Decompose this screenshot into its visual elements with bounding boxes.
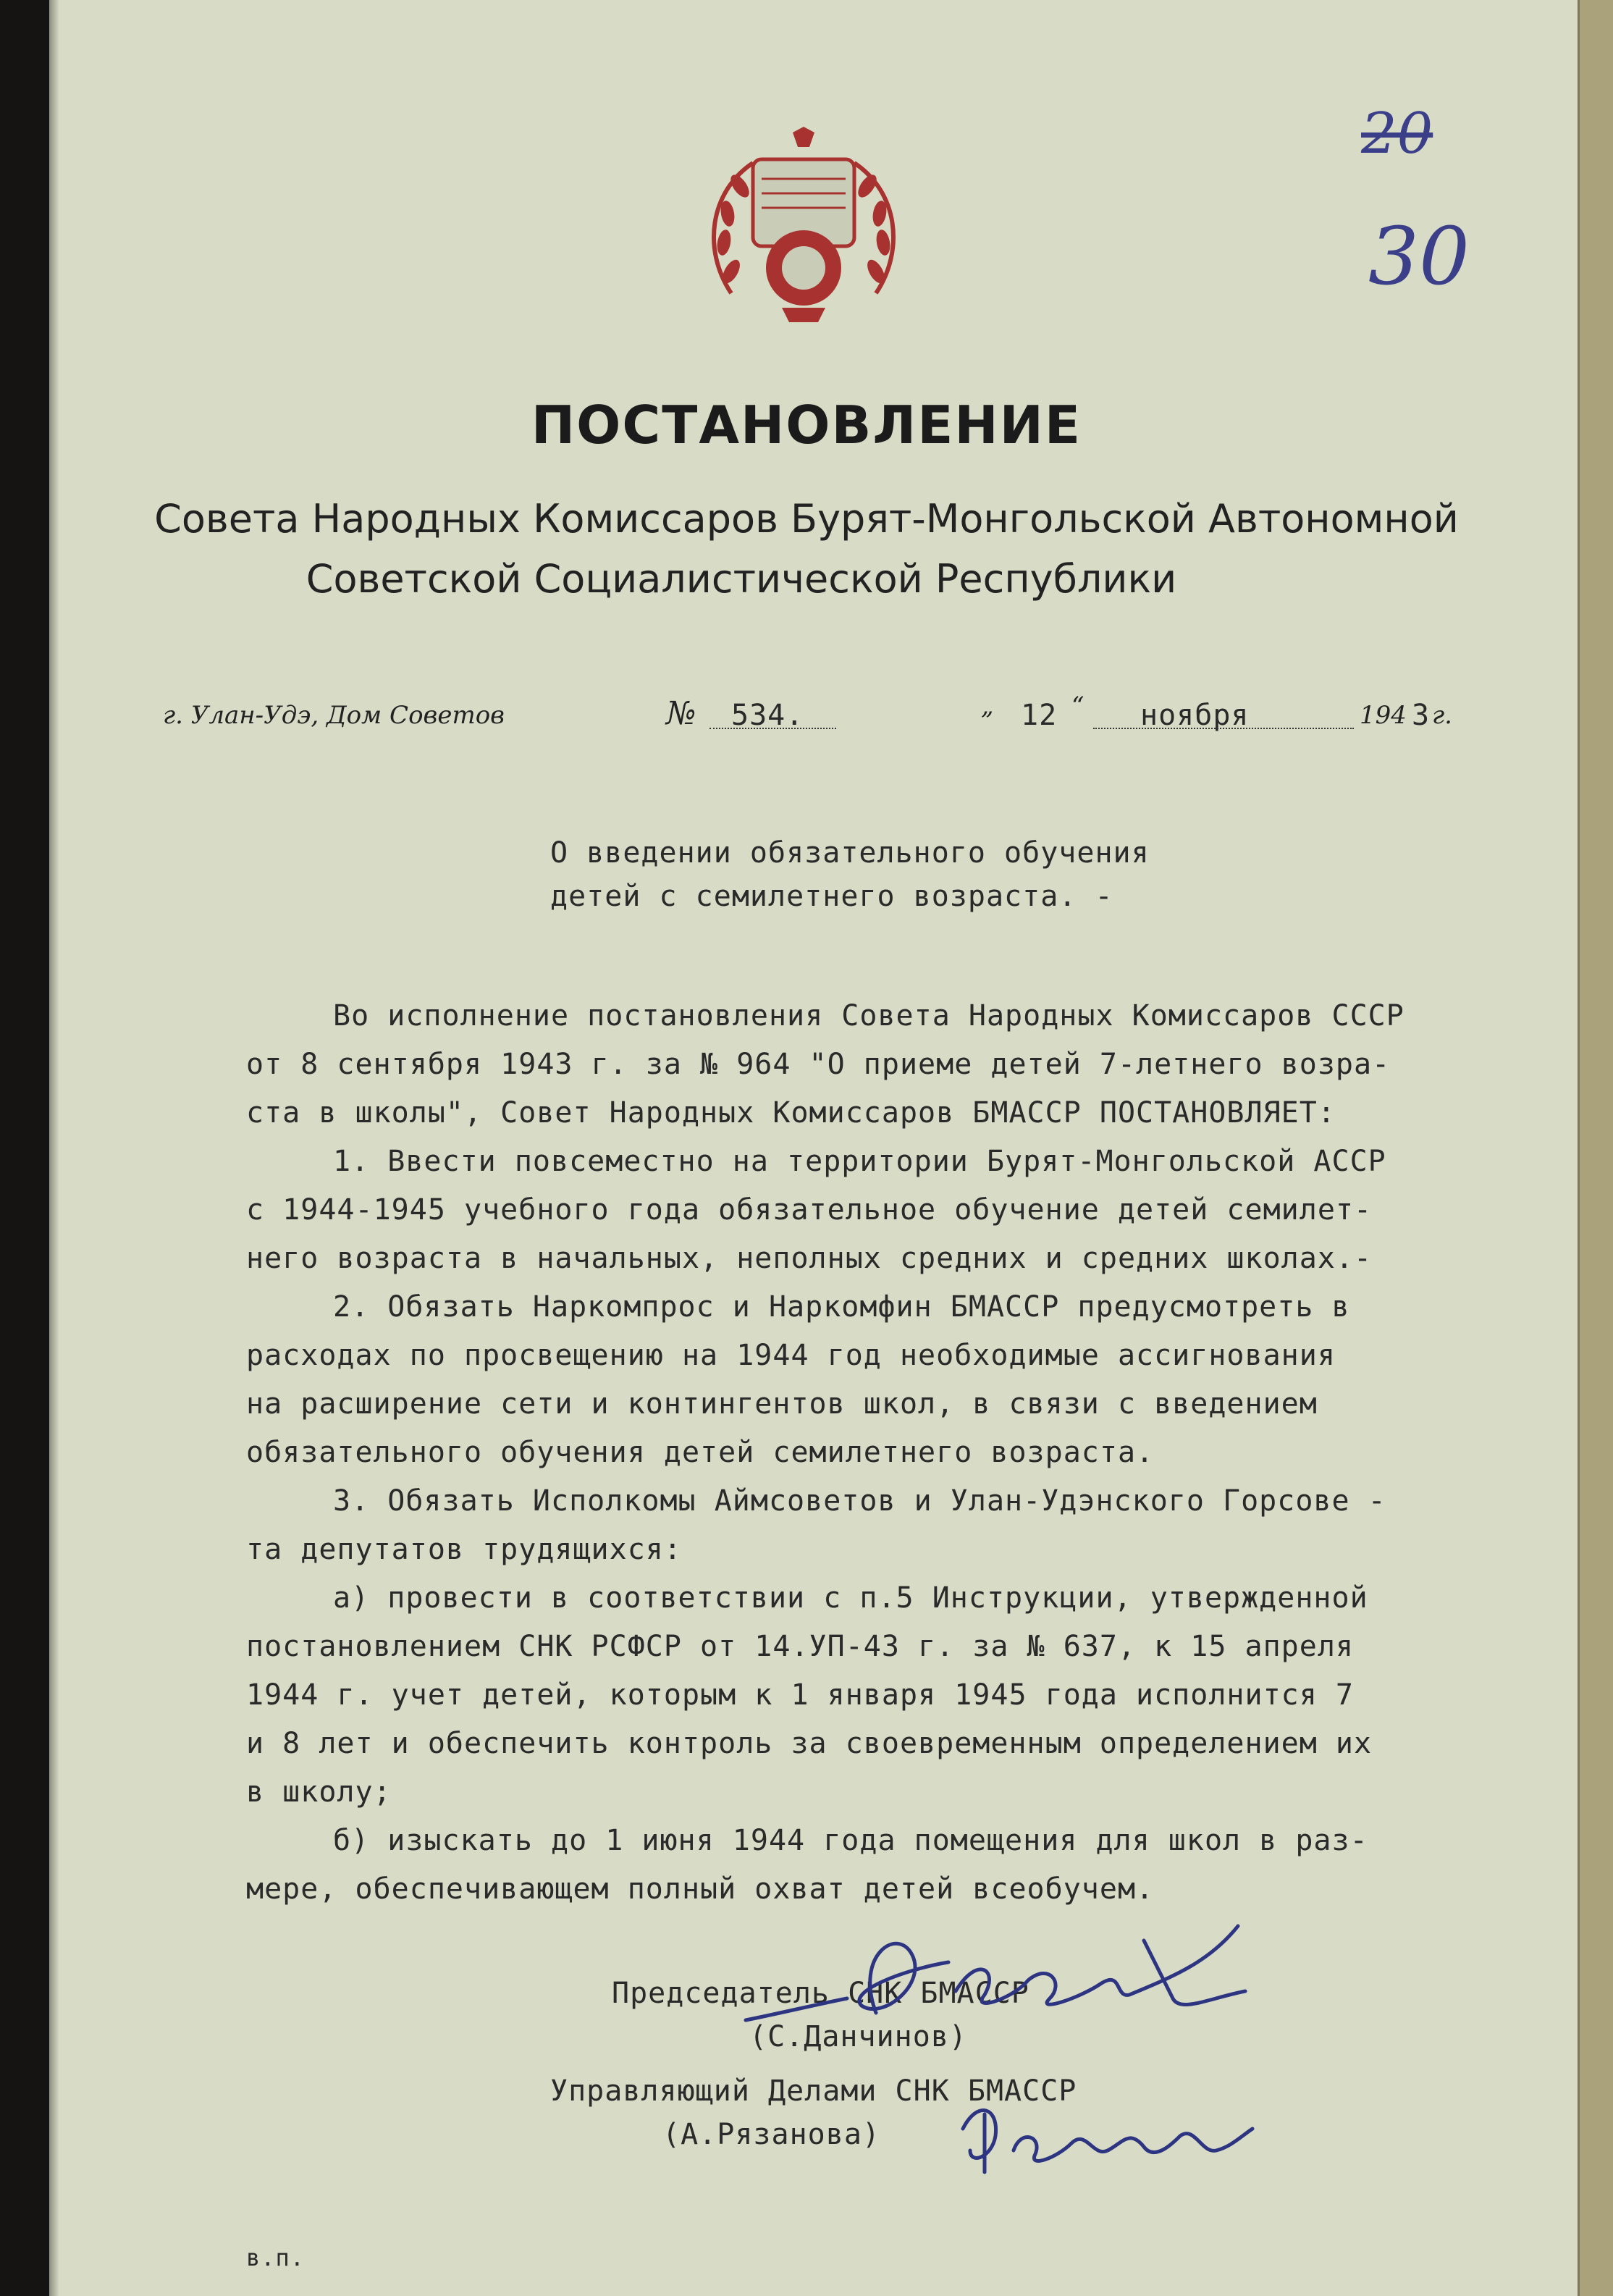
body-line: него возраста в начальных, неполных средних и средних школах.- (246, 1242, 1373, 1275)
body-line: расходах по просвещению на 1944 год необходимые ассигнования (246, 1339, 1336, 1372)
document-month: ноября (1140, 699, 1250, 732)
body-line: и 8 лет и обеспечить контроль за своевременным определением их (246, 1727, 1373, 1760)
body-line: 1944 г. учет детей, которым к 1 января 1945 года исполнится 7 (246, 1678, 1355, 1712)
body-line: мере, обеспечивающем полный охват детей всеобучем. (246, 1872, 1155, 1906)
place-of-issue: г. Улан-Удэ, Дом Советов (163, 701, 505, 730)
chairman-name: (С.Данчинов) (749, 2020, 967, 2053)
document-subtitle-line2: Советской Социалистической Республики (306, 556, 1177, 602)
archive-mark-new: 30 (1368, 210, 1470, 303)
binding-shadow (0, 0, 49, 2296)
document-day: 12 (1021, 699, 1058, 732)
document-subtitle-line1: Совета Народных Комиссаров Бурят-Монгольской Автономной (154, 496, 1459, 542)
footer-mark: в.п. (246, 2244, 306, 2271)
chairman-title: Председатель СНК БМАССР (612, 1977, 1029, 2010)
body-line: постановлением СНК РСФСР от 14.УП-43 г. за № 637, к 15 апреля (246, 1630, 1355, 1663)
year-digit: 3 (1412, 699, 1431, 732)
body-line: 2. Обязать Наркомпрос и Наркомфин БМАССР предусмотреть в (333, 1290, 1350, 1324)
body-line: ста в школы", Совет Народных Комиссаров БМАССР ПОСТАНОВЛЯЕТ: (246, 1096, 1336, 1130)
chairman-signature (738, 1912, 1260, 2042)
body-line: 3. Обязать Исполкомы Аймсоветов и Улан-Удэнского Горсове - (333, 1484, 1386, 1518)
date-quote-open: „ (981, 691, 994, 720)
next-page-edge (1578, 0, 1613, 2296)
document-number: 534. (731, 699, 804, 732)
body-line: от 8 сентября 1943 г. за № 964 "О приеме детей 7-летнего возра- (246, 1048, 1391, 1081)
number-label: № (666, 695, 696, 732)
state-emblem-icon (702, 127, 905, 333)
manager-name: (А.Рязанова) (662, 2118, 880, 2151)
number-underline (709, 728, 836, 729)
manager-title: Управляющий Делами СНК БМАССР (550, 2074, 1077, 2108)
document-title: ПОСТАНОВЛЕНИЕ (531, 395, 1082, 455)
body-line: с 1944-1945 учебного года обязательное обучение детей семилет- (246, 1193, 1373, 1227)
page-left-edge (49, 0, 59, 2296)
body-line: а) провести в соответствии с п.5 Инструкции, утвержденной (333, 1581, 1368, 1615)
body-line: та депутатов трудящихся: (246, 1533, 682, 1566)
subject-line2: детей с семилетнего возраста. - (550, 880, 1113, 913)
body-line: 1. Ввести повсеместно на территории Бурят-Монгольской АССР (333, 1145, 1386, 1178)
year-suffix: г. (1432, 701, 1452, 730)
date-quote-close: “ (1071, 691, 1085, 720)
year-prefix: 194 (1360, 701, 1407, 730)
manager-signature (956, 2085, 1260, 2187)
archive-mark-old: 20 (1361, 101, 1433, 167)
body-line: на расширение сети и контингентов школ, в связи с введением (246, 1387, 1318, 1421)
body-line: в школу; (246, 1775, 392, 1809)
body-line: б) изыскать до 1 июня 1944 года помещения для школ в раз- (333, 1824, 1368, 1857)
body-line: Во исполнение постановления Совета Народных Комиссаров СССР (333, 999, 1404, 1033)
body-line: обязательного обучения детей семилетнего возраста. (246, 1436, 1155, 1469)
subject-line1: О введении обязательного обучения (550, 836, 1150, 870)
month-underline (1093, 728, 1354, 729)
